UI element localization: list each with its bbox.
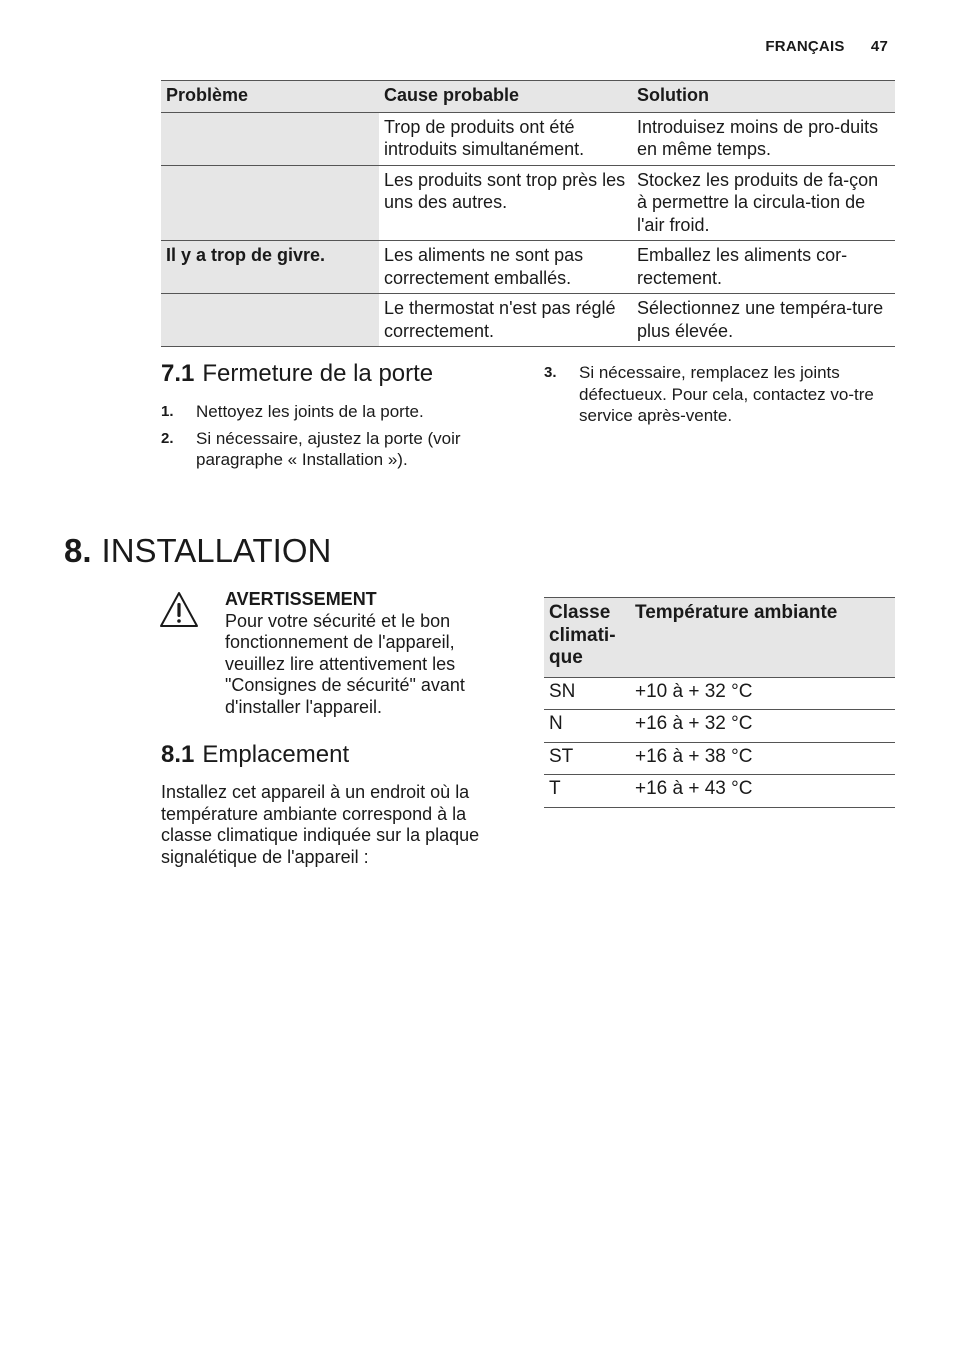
cell-solution: Introduisez moins de pro-duits en même temps. <box>632 112 895 165</box>
cell-class: T <box>544 775 630 808</box>
cell-range: +10 à + 32 °C <box>630 677 895 710</box>
climate-class-table <box>544 597 895 808</box>
step-number: 3. <box>544 364 557 381</box>
table-header-row <box>544 598 895 678</box>
cell-range: +16 à + 38 °C <box>630 742 895 775</box>
step-number: 2. <box>161 429 174 447</box>
cell-class: N <box>544 710 630 743</box>
table-row <box>161 165 895 241</box>
cell-problem <box>161 294 379 347</box>
list-item <box>161 401 511 423</box>
cell-problem <box>161 112 379 165</box>
table-row <box>161 294 895 347</box>
column-header-class: Classe climati-que <box>544 598 630 678</box>
troubleshooting-table <box>161 80 895 347</box>
cell-cause: Les produits sont trop près les uns des autres. <box>379 165 632 241</box>
warning-block <box>225 589 515 718</box>
cell-class: SN <box>544 677 630 710</box>
column-header-temperature: Température ambiante <box>630 598 895 678</box>
chapter-heading <box>64 532 331 570</box>
cell-range: +16 à + 32 °C <box>630 710 895 743</box>
header-language: FRANÇAIS <box>765 38 845 55</box>
table-row <box>544 677 895 710</box>
step-number: 1. <box>161 403 174 420</box>
section-title: Emplacement <box>202 741 350 768</box>
section-title: Fermeture de la porte <box>202 360 434 387</box>
section-8-1-heading <box>161 741 349 769</box>
section-number: 7.1 <box>161 360 195 387</box>
warning-title: AVERTISSEMENT <box>225 589 377 609</box>
step-text: Si nécessaire, ajustez la porte (voir paragraphe « Installation »). <box>196 428 461 469</box>
step-text: Si nécessaire, remplacez les joints défectueux. Pour cela, contactez vo-tre service après-vente. <box>579 363 874 425</box>
cell-solution: Stockez les produits de fa-çon à permettre la circula-tion de l'air froid. <box>632 165 895 241</box>
door-steps-right <box>544 362 896 432</box>
section-number: 8.1 <box>161 741 195 768</box>
warning-text: Pour votre sécurité et le bon fonctionnement de l'appareil, veuillez lire attentivement les "Consignes de sécurité" avant d'installer l'appareil. <box>225 610 465 717</box>
column-header-problem: Problème <box>161 81 379 113</box>
table-row <box>544 775 895 808</box>
list-item <box>161 428 511 471</box>
chapter-title: INSTALLATION <box>101 532 332 569</box>
list-item <box>544 362 896 427</box>
cell-cause: Le thermostat n'est pas réglé correctement. <box>379 294 632 347</box>
cell-problem: Il y a trop de givre. <box>161 241 379 294</box>
warning-triangle-icon <box>159 591 199 629</box>
column-header-solution: Solution <box>632 81 895 113</box>
table-header-row <box>161 81 895 113</box>
page-header <box>765 38 888 55</box>
cell-solution: Emballez les aliments cor-rectement. <box>632 241 895 294</box>
chapter-number: 8. <box>64 532 92 569</box>
cell-cause: Trop de produits ont été introduits simultanément. <box>379 112 632 165</box>
column-header-cause: Cause probable <box>379 81 632 113</box>
section-7-1-heading <box>161 360 433 388</box>
location-paragraph: Installez cet appareil à un endroit où la température ambiante correspond à la classe climatique indiquée sur la plaque signalétique de l'appareil : <box>161 782 480 867</box>
table-row <box>544 710 895 743</box>
cell-cause: Les aliments ne sont pas correctement emballés. <box>379 241 632 294</box>
table-row <box>161 112 895 165</box>
cell-problem <box>161 165 379 241</box>
step-text: Nettoyez les joints de la porte. <box>196 402 424 421</box>
table-row <box>544 742 895 775</box>
table-row <box>161 241 895 294</box>
door-steps-left <box>161 401 511 476</box>
cell-range: +16 à + 43 °C <box>630 775 895 808</box>
page-number: 47 <box>870 38 888 55</box>
cell-class: ST <box>544 742 630 775</box>
cell-solution: Sélectionnez une tempéra-ture plus élevée. <box>632 294 895 347</box>
